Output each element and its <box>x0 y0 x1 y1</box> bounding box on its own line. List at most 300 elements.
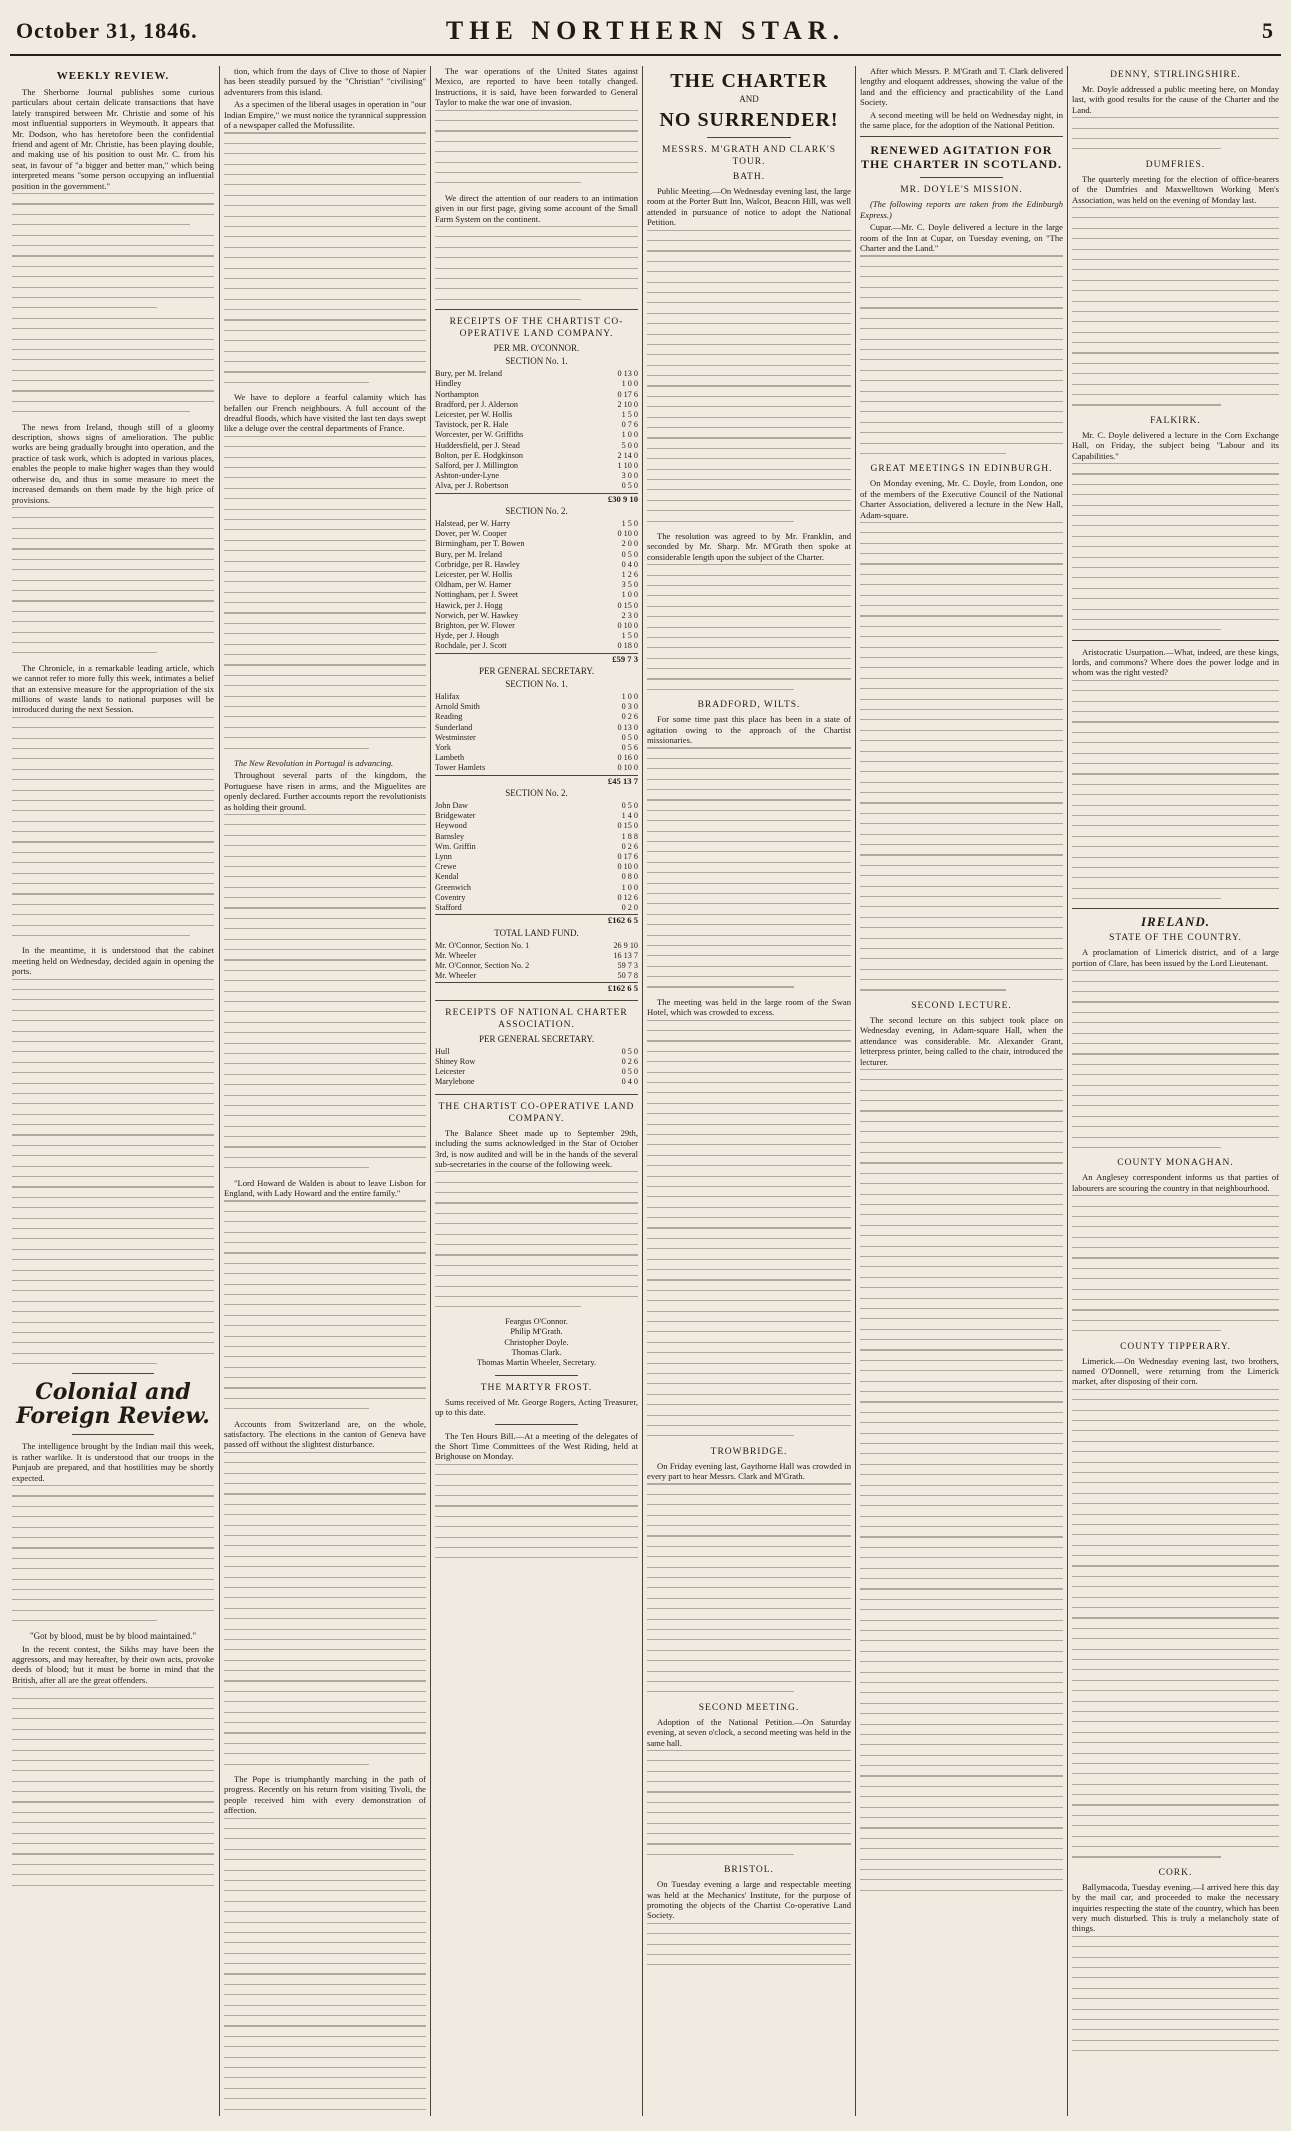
receipt-row <box>435 420 638 430</box>
receipt-row <box>435 631 638 641</box>
receipt-amount: 0 5 0 <box>621 1067 638 1077</box>
receipt-row <box>435 481 638 491</box>
receipt-row <box>435 601 638 611</box>
receipt-amount: 1 0 0 <box>621 379 638 389</box>
article-paragraph: For some time past this place has been in a state of agitation owing to the approach of the Chartist missionaries. <box>647 714 851 746</box>
weekly-review-heading: WEEKLY REVIEW. <box>56 70 170 82</box>
receipt-amount: 0 18 0 <box>617 641 638 651</box>
column-rule <box>219 66 220 2116</box>
cork-heading: CORK. <box>1158 1867 1193 1878</box>
receipt-name: Mr. Wheeler <box>435 950 477 960</box>
charter-and: AND <box>739 94 759 104</box>
general-section-1-label: SECTION No. 1. <box>505 678 568 689</box>
receipts-table-general-2 <box>435 801 638 913</box>
receipt-row <box>435 712 638 722</box>
receipt-amount: 0 15 0 <box>617 600 638 610</box>
tipperary-heading: COUNTY TIPPERARY. <box>1120 1341 1231 1352</box>
receipt-amount: 0 10 0 <box>617 620 638 630</box>
scotland-agitation-heading: RENEWED AGITATION FOR THE CHARTER IN SCOTLAND. <box>861 143 1062 172</box>
receipt-row <box>435 743 638 753</box>
receipt-amount: 1 0 0 <box>621 430 638 440</box>
section-1-total: £30 9 10 <box>435 493 638 504</box>
section-divider <box>1072 908 1279 909</box>
article-paragraph: Limerick.—On Wednesday evening last, two brothers, named O'Donnell, were returning from the Limerick market, after disposing of their corn. <box>1072 1355 1279 1387</box>
article-paragraph: tion, which from the days of Clive to those of Napier has been steadily pursued by the "Christian" "civilising" adventurers from this island. <box>224 66 426 97</box>
column-3 <box>435 66 638 2116</box>
article-paragraph: The intelligence brought by the Indian mail this week, is rather warlike. It is understood that our troops in the Punjaub are prepared, and that hostilities may be shortly expected. <box>12 1441 214 1483</box>
receipt-name: Halstead, per W. Harry <box>435 518 511 528</box>
receipt-name: Tavistock, per R. Hale <box>435 420 509 430</box>
receipt-amount: 3 0 0 <box>621 471 638 481</box>
column-5 <box>860 66 1063 2116</box>
falkirk-heading: FALKIRK. <box>1150 415 1201 426</box>
receipt-amount: 1 0 0 <box>621 882 638 892</box>
receipt-amount: 0 2 6 <box>621 841 638 851</box>
receipt-row <box>435 1047 638 1057</box>
text-lines <box>647 747 851 987</box>
receipt-row <box>435 519 638 529</box>
text-lines <box>12 507 214 654</box>
general-section-1-total: £45 13 7 <box>435 775 638 786</box>
receipt-name: Arnold Smith <box>435 702 480 712</box>
receipt-row <box>435 390 638 400</box>
section-divider <box>435 1094 638 1095</box>
section-divider <box>1072 640 1279 641</box>
article-paragraph: After which Messrs. P. M'Grath and T. Clark delivered lengthy and eloquent addresses, showing the value of the land and the efficiency and practicability of the Land Society. <box>860 66 1063 108</box>
article-paragraph: The meeting was held in the large room of the Swan Hotel, which was crowded to excess. <box>647 996 851 1018</box>
receipt-amount: 0 12 6 <box>617 892 638 902</box>
text-lines <box>12 1687 214 1886</box>
receipt-name: Rochdale, per J. Scott <box>435 641 507 651</box>
article-paragraph: An Anglesey correspondent informs us that parties of labourers are scouring the country in that neighbourhood. <box>1072 1172 1279 1193</box>
receipt-name: Bury, per M. Ireland <box>435 549 502 559</box>
receipt-row <box>435 379 638 389</box>
column-rule <box>642 66 643 2116</box>
text-lines <box>224 814 426 1168</box>
column-rule <box>855 66 856 2116</box>
column-4 <box>647 66 851 2116</box>
receipt-name: Mr. Wheeler <box>435 971 477 981</box>
receipt-amount: 0 2 6 <box>621 1057 638 1067</box>
bristol-heading: BRISTOL. <box>724 1865 774 1876</box>
trowbridge-heading: TROWBRIDGE. <box>710 1446 788 1457</box>
receipt-row <box>435 400 638 410</box>
article-paragraph: The quarterly meeting for the election of office-bearers of the Dumfries and Maxwelltown Working Men's Association, was held on the evening of Monday last. <box>1072 173 1279 205</box>
article-paragraph: Adoption of the National Petition.—On Saturday evening, at seven o'clock, a second meeting was held in the same hall. <box>647 1716 851 1748</box>
edinburgh-heading: GREAT MEETINGS IN EDINBURGH. <box>870 464 1053 475</box>
receipt-name: Mr. O'Connor, Section No. 2 <box>435 961 530 971</box>
receipt-row <box>435 611 638 621</box>
receipt-name: Leicester, per W. Hollis <box>435 409 513 419</box>
page-number: 5 <box>1262 18 1273 43</box>
bradford-heading: BRADFORD, WILTS. <box>697 700 801 711</box>
receipt-amount: 0 5 0 <box>621 1046 638 1056</box>
receipt-name: Lynn <box>435 852 452 862</box>
receipt-amount: 2 0 0 <box>621 539 638 549</box>
receipt-row <box>435 1057 638 1067</box>
receipt-amount: 0 4 0 <box>621 559 638 569</box>
text-lines <box>435 1464 638 1559</box>
receipt-name: Worcester, per W. Griffiths <box>435 430 524 440</box>
receipt-name: Hull <box>435 1046 450 1056</box>
signers-list <box>435 1317 638 1369</box>
article-paragraph: On Tuesday evening a large and respectable meeting was held at the Mechanics' Institute, for the purpose of promoting the objects of the Chartist Co-operative Land Society. <box>647 1879 851 1921</box>
receipt-name: Wm. Griffin <box>435 841 476 851</box>
text-lines <box>1072 970 1279 1148</box>
coop-title: THE CHARTIST CO-OPERATIVE LAND COMPANY. <box>438 1101 635 1124</box>
receipt-amount: 0 5 0 <box>621 801 638 811</box>
receipt-row <box>435 753 638 763</box>
receipts-table-section-1 <box>435 369 638 491</box>
receipt-name: Westminster <box>435 732 476 742</box>
article-paragraph: Aristocratic Usurpation.—What, indeed, are these kings, lords, and commons? Where does the power lodge and in whom was the right vested? <box>1072 646 1279 678</box>
receipt-row <box>435 951 638 961</box>
receipt-name: Dover, per W. Cooper <box>435 529 507 539</box>
receipt-name: York <box>435 743 452 752</box>
receipt-row <box>435 961 638 971</box>
receipt-name: Hawick, per J. Hogg <box>435 600 503 610</box>
receipt-amount: 59 7 3 <box>617 961 638 971</box>
receipt-row <box>435 641 638 651</box>
martyr-frost-title: THE MARTYR FROST. <box>480 1382 593 1393</box>
land-fund-total: £162 6 5 <box>435 982 638 993</box>
text-lines <box>1072 207 1279 406</box>
receipt-amount: 2 10 0 <box>617 399 638 409</box>
receipt-name: Tower Hamlets <box>435 763 486 773</box>
article-paragraph: As a specimen of the liberal usages in operation in "our Indian Empire," we must notice the tyrannical suppression of a newspaper called the Mofussilite. <box>224 99 426 131</box>
section-divider <box>860 136 1063 137</box>
receipt-name: Hindley <box>435 379 462 389</box>
receipt-amount: 0 5 6 <box>621 743 638 752</box>
receipt-amount: 0 5 0 <box>621 481 638 491</box>
receipts-title: RECEIPTS OF THE CHARTIST CO-OPERATIVE LAND COMPANY. <box>449 317 624 340</box>
column-2 <box>224 66 426 2116</box>
receipt-row <box>435 971 638 981</box>
receipt-row <box>435 723 638 733</box>
receipt-name: Norwich, per W. Hawkey <box>435 610 519 620</box>
receipt-row <box>435 821 638 831</box>
receipt-name: Marylebone <box>435 1077 475 1087</box>
receipt-name: John Daw <box>435 801 468 811</box>
article-paragraph: On Friday evening last, Gaythorne Hall was crowded in every part to hear Messrs. Clark and M'Grath. <box>647 1460 851 1482</box>
issue-date: October 31, 1846. <box>16 18 198 43</box>
receipt-amount: 1 5 0 <box>621 631 638 641</box>
receipt-name: Birmingham, per T. Bowen <box>435 539 525 549</box>
signer-name: Philip M'Grath. <box>510 1327 563 1337</box>
receipt-amount: 2 14 0 <box>617 450 638 460</box>
tour-heading: MESSRS. M'GRATH AND CLARK'S TOUR. <box>661 145 836 167</box>
text-lines <box>224 436 426 749</box>
general-secretary-title: PER GENERAL SECRETARY. <box>478 665 595 676</box>
receipt-row <box>435 702 638 712</box>
receipt-name: Heywood <box>435 821 467 831</box>
bath-heading: BATH. <box>732 172 766 182</box>
receipt-name: Hyde, per J. Hough <box>435 631 499 641</box>
receipt-name: Northampton <box>435 389 479 399</box>
receipt-amount: 0 5 0 <box>621 732 638 742</box>
article-paragraph: Public Meeting.—On Wednesday evening last, the large room at the Porter Butt Inn, Walcot, Beacon Hill, was well attended in pursuance of notice to adopt the National Petition. <box>647 186 851 228</box>
nca-receipts-table <box>435 1047 638 1088</box>
doyle-mission-heading: MR. DOYLE'S MISSION. <box>900 185 1023 196</box>
dumfries-heading: DUMFRIES. <box>1145 159 1206 170</box>
state-of-country-heading: STATE OF THE COUNTRY. <box>1109 933 1242 944</box>
receipt-name: Stafford <box>435 903 462 913</box>
receipt-row <box>435 692 638 702</box>
receipt-amount: 0 17 6 <box>617 389 638 399</box>
receipt-name: Kendal <box>435 872 459 882</box>
receipt-row <box>435 893 638 903</box>
receipt-name: Reading <box>435 712 463 722</box>
general-section-2-label: SECTION No. 2. <box>505 788 568 799</box>
article-paragraph: The Sherborne Journal publishes some curious particulars about certain delicate transactions that have lately transpired between Mr. Christie and some of his most influential supporters in Weymouth. It appears that Mr. Dodson, who has heretofore been the confidential friend and agent of Mr. Christie, has been playing double, and making use of his position to oust Mr. C. from his seat, in favour of "a bigger and better man," which being interpreted means "some person occupying an influential position in the government." <box>12 87 214 191</box>
monaghan-heading: COUNTY MONAGHAN. <box>1117 1158 1234 1169</box>
text-lines <box>12 979 214 1365</box>
text-lines <box>224 1818 426 2116</box>
receipt-row <box>435 862 638 872</box>
text-lines <box>647 1750 851 1855</box>
article-paragraph: The Ten Hours Bill.—At a meeting of the delegates of the Short Time Committees of the West Riding, held at Brighouse on Monday. <box>435 1430 638 1462</box>
nca-receipts-subtitle: PER GENERAL SECRETARY. <box>478 1033 595 1044</box>
receipt-row <box>435 590 638 600</box>
receipt-amount: 2 3 0 <box>621 610 638 620</box>
text-lines <box>1072 680 1279 899</box>
receipt-name: Oldham, per W. Hamer <box>435 580 512 590</box>
receipt-amount: 0 7 6 <box>621 420 638 430</box>
section-divider <box>72 1373 154 1374</box>
section-2-label: SECTION No. 2. <box>505 505 568 516</box>
receipt-amount: 1 0 0 <box>621 691 638 701</box>
text-lines <box>647 1923 851 1966</box>
section-divider <box>495 1424 578 1425</box>
quotation: "Got by blood, must be by blood maintained." <box>29 1630 197 1641</box>
article-paragraph: We have to deplore a fearful calamity which has befallen our French neighbours. A full account of the dreadful floods, which have visited the last ten days swept like a deluge over the central departments of France. <box>224 392 426 434</box>
signer-name: Thomas Martin Wheeler, Secretary. <box>476 1358 597 1368</box>
receipt-name: Shiney Row <box>435 1057 476 1067</box>
text-lines <box>860 255 1063 454</box>
receipt-row <box>435 529 638 539</box>
receipts-table-section-2 <box>435 519 638 652</box>
section-divider <box>707 137 791 138</box>
receipt-row <box>435 550 638 560</box>
denny-heading: DENNY, STIRLINGSHIRE. <box>1110 70 1241 80</box>
charter-title: THE CHARTER <box>670 70 828 92</box>
general-section-2-total: £162 6 5 <box>435 914 638 925</box>
signer-name: Feargus O'Connor. <box>505 1316 568 1326</box>
receipt-amount: 0 10 0 <box>617 763 638 773</box>
receipt-amount: 0 8 0 <box>621 872 638 882</box>
receipt-name: Barnsley <box>435 831 465 841</box>
receipt-name: Coventry <box>435 892 466 902</box>
receipt-name: Bradford, per J. Alderson <box>435 399 518 409</box>
article-paragraph: The news from Ireland, though still of a gloomy description, shows signs of amelioration. The public works are being gradually brought into operation, and the practice of task work, which is adopted in various places, enables the people to make higher wages than they would otherwise do, and thus in some measure to meet the increased demands on them made by the high price of provisions. <box>12 421 214 505</box>
receipt-name: Bolton, per E. Hodgkinson <box>435 450 524 460</box>
article-paragraph: Mr. C. Doyle delivered a lecture in the Corn Exchange Hall, on Friday, the subject being "Labour and its Capabilities." <box>1072 429 1279 461</box>
receipt-amount: 16 13 7 <box>613 950 638 960</box>
receipt-amount: 0 3 0 <box>621 702 638 712</box>
masthead <box>10 10 1281 56</box>
receipt-row <box>435 811 638 821</box>
article-paragraph: Accounts from Switzerland are, on the whole, satisfactory. The elections in the canton of Geneva have passed off without the slightest disturbance. <box>224 1418 426 1450</box>
receipt-name: Crewe <box>435 862 457 872</box>
receipt-name: Corbridge, per R. Hawley <box>435 559 520 569</box>
receipt-name: Nottingham, per J. Sweet <box>435 590 518 600</box>
article-paragraph: The second lecture on this subject took place on Wednesday evening, in Adam-square Hall, when the attendance was considerable. Mr. Alexander Grant, letterpress printer, being called to the chair, introduced the lecturer. <box>860 1014 1063 1067</box>
article-paragraph: A second meeting will be held on Wednesday night, in the same place, for the adoption of the National Petition. <box>860 109 1063 131</box>
receipt-row <box>435 1077 638 1087</box>
receipt-name: Leicester, per W. Hollis <box>435 569 513 579</box>
text-lines <box>224 132 426 382</box>
article-paragraph: In the recent contest, the Sikhs may have been the aggressors, and may hereafter, by their own acts, provoke deeds of blood; but it must be borne in mind that the British, after all are the great offenders. <box>12 1643 214 1685</box>
receipt-name: Ashton-under-Lyne <box>435 471 499 481</box>
receipt-row <box>435 801 638 811</box>
article-paragraph: Cupar.—Mr. C. Doyle delivered a lecture in the large room of the Inn at Cupar, on Tuesday evening, on "The Charter and the Land." <box>860 222 1063 254</box>
section-divider <box>495 1375 578 1376</box>
receipt-row <box>435 430 638 440</box>
receipt-row <box>435 872 638 882</box>
column-6 <box>1072 66 1279 2116</box>
text-lines <box>12 193 214 412</box>
receipt-amount: 0 5 0 <box>621 549 638 559</box>
article-paragraph: The Chronicle, in a remarkable leading article, which we cannot refer to more fully this week, intimates a belief that an extensive measure for the appropriation of the six millions of waste lands to national purposes will be introduced during the next Session. <box>12 662 214 715</box>
nca-receipts-title: RECEIPTS OF NATIONAL CHARTER ASSOCIATION. <box>445 1007 628 1030</box>
receipt-row <box>435 580 638 590</box>
text-lines <box>647 230 851 522</box>
article-paragraph: Mr. Doyle addressed a public meeting here, on Monday last, with good results for the cause of the Charter and the Land. <box>1072 84 1279 115</box>
receipt-row <box>435 560 638 570</box>
receipt-amount: 0 16 0 <box>617 753 638 763</box>
colonial-foreign-heading: Colonial and Foreign Review. <box>16 1379 210 1430</box>
text-lines <box>1072 463 1279 630</box>
receipt-amount: 1 0 0 <box>621 590 638 600</box>
article-paragraph: The war operations of the United States against Mexico, are reported to have been totally changed. Instructions, it is said, have been forwarded to General Taylor to make the war one of invasion. <box>435 66 638 108</box>
section-2-total: £59 7 3 <box>435 653 638 664</box>
article-paragraph: On Monday evening, Mr. C. Doyle, from London, one of the members of the Executive Council of the National Charter Association, delivered a lecture in the New Hall, Adam-square. <box>860 478 1063 520</box>
editorial-note: (The following reports are taken from the Edinburgh Express.) <box>860 199 1063 220</box>
receipt-name: Bury, per M. Ireland <box>435 369 502 379</box>
section-divider <box>435 309 638 310</box>
article-paragraph: "Lord Howard de Walden is about to leave Lisbon for England, with Lady Howard and the entire family." <box>224 1177 426 1199</box>
text-lines <box>1072 1195 1279 1331</box>
second-lecture-heading: SECOND LECTURE. <box>911 1000 1012 1011</box>
receipt-row <box>435 1067 638 1077</box>
receipt-row <box>435 451 638 461</box>
receipt-row <box>435 733 638 743</box>
newspaper-title: THE NORTHERN STAR. <box>445 16 846 45</box>
land-fund-table <box>435 941 638 982</box>
receipt-amount: 0 2 6 <box>621 712 638 722</box>
receipt-name: Leicester <box>435 1067 465 1077</box>
article-paragraph: In the meantime, it is understood that the cabinet meeting held on Wednesday, decided again in opening the ports. <box>12 945 214 977</box>
receipt-row <box>435 852 638 862</box>
no-surrender-title: NO SURRENDER! <box>659 109 839 131</box>
text-lines <box>1072 1936 1279 2051</box>
text-lines <box>860 522 1063 991</box>
receipt-row <box>435 461 638 471</box>
text-lines <box>1072 1389 1279 1858</box>
signer-name: Christopher Doyle. <box>504 1337 569 1347</box>
text-lines <box>12 717 214 936</box>
receipt-name: Salford, per J. Millington <box>435 460 519 470</box>
receipt-row <box>435 842 638 852</box>
receipt-row <box>435 941 638 951</box>
text-lines <box>435 226 638 300</box>
section-1-label: SECTION No. 1. <box>505 356 568 367</box>
receipt-amount: 1 5 0 <box>621 409 638 419</box>
receipt-amount: 0 4 0 <box>621 1077 638 1087</box>
article-subhead: The New Revolution in Portugal is advancing. <box>234 757 394 768</box>
text-lines <box>12 1485 214 1621</box>
column-rule <box>430 66 431 2116</box>
receipt-amount: 50 7 8 <box>617 971 638 981</box>
receipt-row <box>435 903 638 913</box>
receipt-row <box>435 763 638 773</box>
receipt-amount: 3 5 0 <box>621 580 638 590</box>
receipt-name: Bridgewater <box>435 811 476 821</box>
receipt-row <box>435 883 638 893</box>
text-lines <box>647 564 851 690</box>
land-fund-title: TOTAL LAND FUND. <box>494 927 579 938</box>
receipt-amount: 0 17 6 <box>617 852 638 862</box>
text-lines <box>647 1020 851 1437</box>
receipt-amount: 0 10 0 <box>617 529 638 539</box>
receipt-row <box>435 410 638 420</box>
receipt-amount: 26 9 10 <box>613 940 638 950</box>
receipts-subtitle: PER MR. O'CONNOR. <box>493 343 580 354</box>
receipt-name: Halifax <box>435 691 460 701</box>
receipt-amount: 1 4 0 <box>621 811 638 821</box>
text-lines <box>860 1069 1063 1891</box>
text-lines <box>224 1200 426 1409</box>
receipt-row <box>435 441 638 451</box>
text-lines <box>435 110 638 184</box>
section-divider <box>435 1000 638 1001</box>
article-paragraph: A proclamation of Limerick district, and of a large portion of Clare, has been issued by the Lord Lieutenant. <box>1072 947 1279 968</box>
article-paragraph: Throughout several parts of the kingdom, the Portuguese have risen in arms, and the Miguelites are openly declared. Further accounts report the revolutionists as holding their ground. <box>224 770 426 812</box>
ireland-heading: IRELAND. <box>1140 914 1211 930</box>
article-paragraph: The Pope is triumphantly marching in the path of progress. Recently on his return from visiting Tivoli, the people received him with every demonstration of affection. <box>224 1773 426 1816</box>
text-lines <box>647 1483 851 1692</box>
receipt-name: Brighton, per W. Flower <box>435 620 515 630</box>
receipt-amount: 0 10 0 <box>617 862 638 872</box>
receipt-row <box>435 570 638 580</box>
receipt-amount: 0 13 0 <box>617 369 638 379</box>
receipt-name: Greenwich <box>435 882 471 892</box>
receipt-row <box>435 471 638 481</box>
receipt-row <box>435 369 638 379</box>
column-1 <box>12 66 214 2116</box>
signer-name: Thomas Clark. <box>511 1348 562 1357</box>
section-divider <box>920 177 1003 178</box>
receipt-amount: 1 8 8 <box>621 831 638 841</box>
receipt-name: Mr. O'Connor, Section No. 1 <box>435 940 530 950</box>
second-meeting-heading: SECOND MEETING. <box>698 1702 800 1713</box>
newspaper-page <box>10 10 1281 2121</box>
article-paragraph: Sums received of Mr. George Rogers, Acting Treasurer, up to this date. <box>435 1396 638 1418</box>
receipt-amount: 1 2 6 <box>621 569 638 579</box>
receipt-amount: 5 0 0 <box>621 440 638 450</box>
receipt-amount: 0 15 0 <box>617 821 638 831</box>
article-paragraph: We direct the attention of our readers to an intimation given in our first page, giving some account of the Small Farm System on the continent. <box>435 192 638 224</box>
column-rule <box>1067 66 1068 2116</box>
article-paragraph: The Balance Sheet made up to September 29th, including the sums acknowledged in the Star of October 3rd, is now audited and will be in the hands of the several sub-secretaries in the course of the following week. <box>435 1127 638 1169</box>
receipt-amount: 0 2 0 <box>621 903 638 913</box>
receipt-amount: 0 13 0 <box>617 722 638 732</box>
receipt-row <box>435 621 638 631</box>
text-lines <box>435 1171 638 1307</box>
receipt-row <box>435 832 638 842</box>
receipt-amount: 1 10 0 <box>617 460 638 470</box>
receipt-row <box>435 539 638 549</box>
